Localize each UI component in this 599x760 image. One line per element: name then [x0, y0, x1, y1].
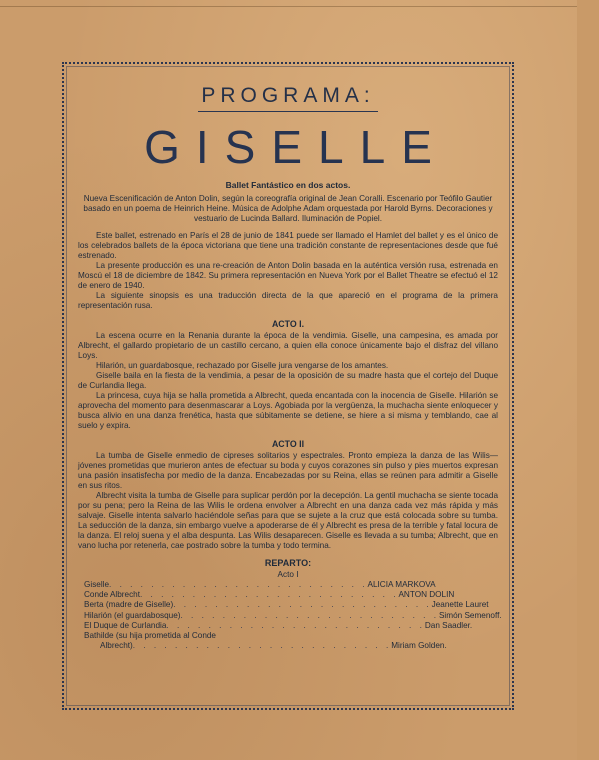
act-1-heading: ACTO I. — [271, 319, 305, 329]
cast-row — [84, 631, 498, 641]
act-1-paragraph-3: Giselle baila en la fiesta de la vendimia, a pesar de la oposición de su madre hasta que el cortejo del Duque de Curlandia llega. — [78, 371, 498, 390]
cast-row — [84, 641, 498, 651]
cast-role: El Duque de Curlandia — [84, 620, 167, 630]
cast-act-label: Acto I — [277, 570, 299, 579]
leader-dots: . . . . . . . . . . . . . . . . . . . . . . . . . — [140, 590, 399, 600]
leader-dots: . . . . . . . . . . . . . . . . . . . . . . . . . — [132, 641, 392, 651]
cast-role: Albrecht) — [100, 641, 133, 651]
cast-list — [84, 580, 502, 651]
cast-role: Giselle — [84, 580, 110, 589]
subtitle: Ballet Fantástico en dos actos. — [225, 180, 351, 190]
cast-actor: ALICIA MARKOVA — [367, 580, 436, 589]
act-2-paragraph-2: Albrecht visita la tumba de Giselle para suplicar perdón por la decepción. La gentil muchacha se siente tocada por su pena; pero la Reina de las Wilis le ordena envolver a Albrecht en una danza cada vez más rápida y más salvaje. Giselle intenta salvarlo haciéndole señas para que se sujete a la cruz que está colocada sobre su tumba. La seducción de la danza, sin embargo vuelve a apoderarse de él y Albrecht es presa de la terrible y fatal locura de la danza. El reloj suena y el alba despunta. Las Wilis desaparecen. Giselle es llevada a su tumba; Albrecht, que en vano lucha por retenerla, cae postrado sobre la tumba y todo termina. — [78, 491, 498, 550]
heading-rule — [198, 111, 378, 112]
cast-actor: Miriam Golden. — [391, 641, 447, 651]
leader-dots: . . . . . . . . . . . . . . . . . . . . . . . . . — [180, 610, 439, 620]
cast-row — [84, 610, 502, 621]
program-content — [78, 70, 502, 651]
cast-actor: ANTON DOLIN — [398, 590, 455, 600]
cast-actor: Jeanette Lauret — [431, 600, 489, 610]
cast-row — [84, 590, 498, 600]
fold-line — [0, 6, 577, 7]
intro-paragraph-3: La siguiente sinopsis es una traducción directa de la que apareció en el programa de la primera representación rusa. — [78, 291, 498, 310]
act-1-paragraph-1: La escena ocurre en la Renania durante la época de la vendimia. Giselle, una campesina, es amada por Albrecht, el gallardo propietario de un castillo cercano, a quien ella conoce únicamente bajo el disfraz del villano Loys. — [78, 331, 498, 360]
page-title: GISELLE — [144, 121, 448, 173]
act-1-paragraph-2: Hilarión, un guardabosque, rechazado por Giselle jura vengarse de los amantes. — [96, 361, 389, 370]
leader-dots: . . . . . . . . . . . . . . . . . . . . . . . . . — [173, 600, 432, 610]
programa-heading: PROGRAMA: — [201, 84, 375, 107]
intro-paragraph-2: La presente producción es una re-creación de Anton Dolin basada en la auténtica versión rusa, estrenada en Moscú el 18 de diciembre de 1842. Su primera representación en Nueva York por el Ballet Theatre se efectuó el 12 de enero de 1940. — [78, 261, 498, 290]
reparto-heading: REPARTO: — [264, 558, 312, 568]
cast-row — [84, 580, 498, 590]
act-2-paragraph-1: La tumba de Giselle enmedio de cipreses solitarios y espectrales. Pronto empieza la danza de las Wilis—jóvenes prometidas que murieron antes de efectuar su boda y cuyos corazones sin pulso y pies muertos expresan una pasión insatisfecha por medio de la danza. Encabezadas por su Reina, ellas se reúnen para admitir a Giselle en sus ritos. — [78, 451, 498, 490]
cast-role: Bathilde (su hija prometida al Conde — [84, 631, 216, 641]
act-1-paragraph-4: La princesa, cuya hija se halla prometida a Albrecht, queda encantada con la inocencia de Giselle. Hilarión se aprovecha del momento para desenmascarar a Loys. Agobiada por la vergüenza, la muchacha siente enloquecer y busca alivio en una danza frenética, hasta que súbitamente se detiene, se hiere a si misma y temblando, cae al suelo y expira. — [78, 391, 498, 430]
act-2-heading: ACTO II — [271, 439, 305, 449]
cast-role: Berta (madre de Giselle) — [84, 600, 174, 610]
cast-row — [84, 621, 498, 631]
cast-role: Conde Albrecht — [84, 590, 140, 600]
cast-role: Hilarión (el guardabosque) — [84, 610, 181, 620]
cast-row — [84, 600, 498, 610]
credits-paragraph: Nueva Escenificación de Anton Dolin, según la coreografía original de Jean Coralli. Escenario por Teófilo Gautier basado en un poema de Heinrich Heine. Música de Adolphe Adam orquestada por Harold Byrns. Decoraciones y vestuario de Lucinda Ballard. Iluminación de Popiel. — [83, 194, 493, 223]
leader-dots: . . . . . . . . . . . . . . . . . . . . . . . . . — [166, 620, 425, 630]
cast-actor: Dan Saadler. — [424, 620, 473, 630]
intro-paragraph-1: Este ballet, estrenado en París el 28 de junio de 1841 puede ser llamado el Hamlet del ballet y es el único de los celebrados ballets de la época victoriana que tiene una tradición constante de representaciones desde que fué estrenado. — [78, 231, 498, 260]
cast-actor: Simón Semenoff. — [438, 610, 502, 620]
leader-dots: . . . . . . . . . . . . . . . . . . . . . . . . . — [109, 580, 368, 589]
